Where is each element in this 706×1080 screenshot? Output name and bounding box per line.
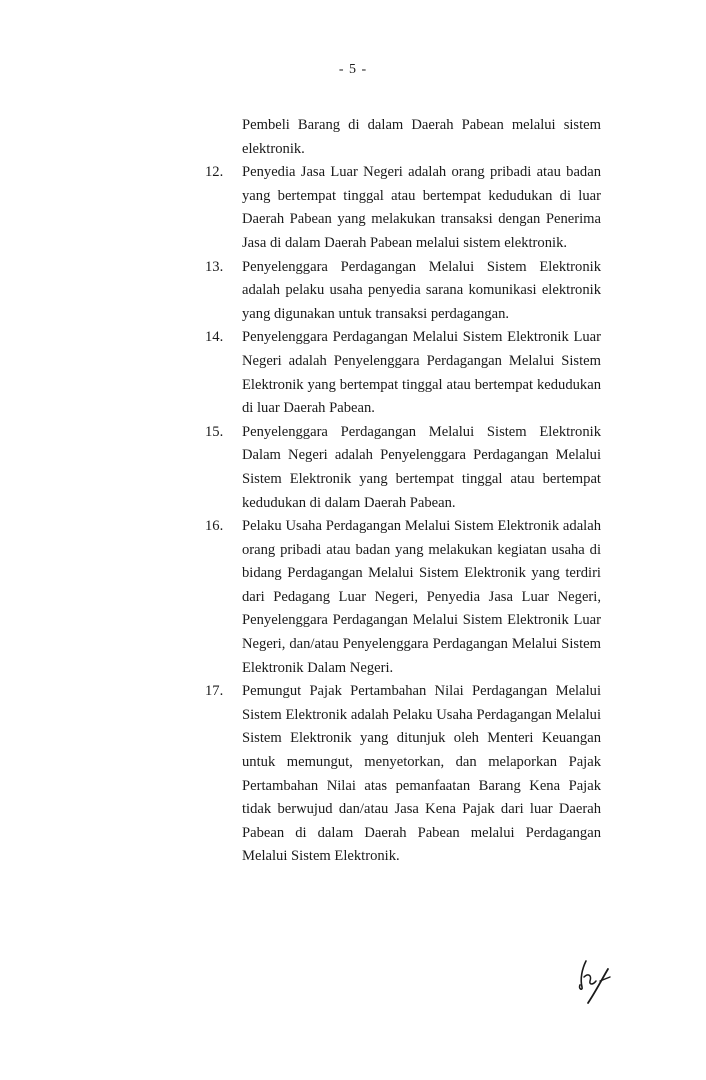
definition-item-14: [205, 326, 601, 420]
item-text: Penyelenggara Perdagangan Melalui Sistem Elektronik Luar Negeri adalah Penyelenggara Perdagangan Melalui Sistem Elektronik yang bertempat tinggal atau bertempat kedudukan di luar Daerah Pabean.: [242, 329, 601, 417]
continuation-paragraph: Pembeli Barang di dalam Daerah Pabean melalui sistem elektronik.: [242, 117, 601, 157]
definition-item-16: [205, 515, 601, 680]
item-text: Penyelenggara Perdagangan Melalui Sistem Elektronik adalah pelaku usaha penyedia sarana komunikasi elektronik yang digunakan untuk transaksi perdagangan.: [242, 258, 601, 322]
item-number: 17.: [205, 683, 224, 700]
signature-paraf: [572, 955, 620, 1007]
item-number: 15.: [205, 423, 224, 440]
definition-item-13: [205, 256, 601, 327]
item-text: Penyedia Jasa Luar Negeri adalah orang pribadi atau badan yang bertempat tinggal atau bertempat kedudukan di luar Daerah Pabean yang melakukan transaksi dengan Penerima Jasa di dalam Daerah Pabean melalui sistem elektronik.: [242, 164, 601, 251]
definition-item-17: [205, 680, 601, 869]
document-body: [205, 114, 601, 869]
item-number: 14.: [205, 329, 224, 346]
definition-item-15: [205, 421, 601, 515]
item-number: 12.: [205, 164, 224, 181]
item-text: Pelaku Usaha Perdagangan Melalui Sistem Elektronik adalah orang pribadi atau badan yang melakukan kegiatan usaha di bidang Perdagangan Melalui Sistem Elektronik yang terdiri dari Pedagang Luar Negeri, Penyedia Jasa Luar Negeri, Penyelenggara Perdagangan Melalui Sistem Elektronik Luar Negeri, dan/atau Penyelenggara Perdagangan Melalui Sistem Elektronik Dalam Negeri.: [242, 518, 601, 676]
item-number: 16.: [205, 518, 224, 535]
item-text: Penyelenggara Perdagangan Melalui Sistem Elektronik Dalam Negeri adalah Penyelenggara Perdagangan Melalui Sistem Elektronik yang bertempat tinggal atau bertempat kedudukan di dalam Daerah Pabean.: [242, 423, 601, 511]
page-number: - 5 -: [338, 62, 368, 77]
item-number: 13.: [205, 258, 224, 275]
item-text: Pemungut Pajak Pertambahan Nilai Perdagangan Melalui Sistem Elektronik adalah Pelaku Usaha Perdagangan Melalui Sistem Elektronik yang ditunjuk oleh Menteri Keuangan untuk memungut, menyetorkan, dan melaporkan Pajak Pertambahan Nilai atas pemanfaatan Barang Kena Pajak tidak berwujud dan/atau Jasa Kena Pajak dari luar Daerah Pabean di dalam Daerah Pabean melalui Perdagangan Melalui Sistem Elektronik.: [242, 683, 601, 865]
definition-item-12: [205, 161, 601, 255]
